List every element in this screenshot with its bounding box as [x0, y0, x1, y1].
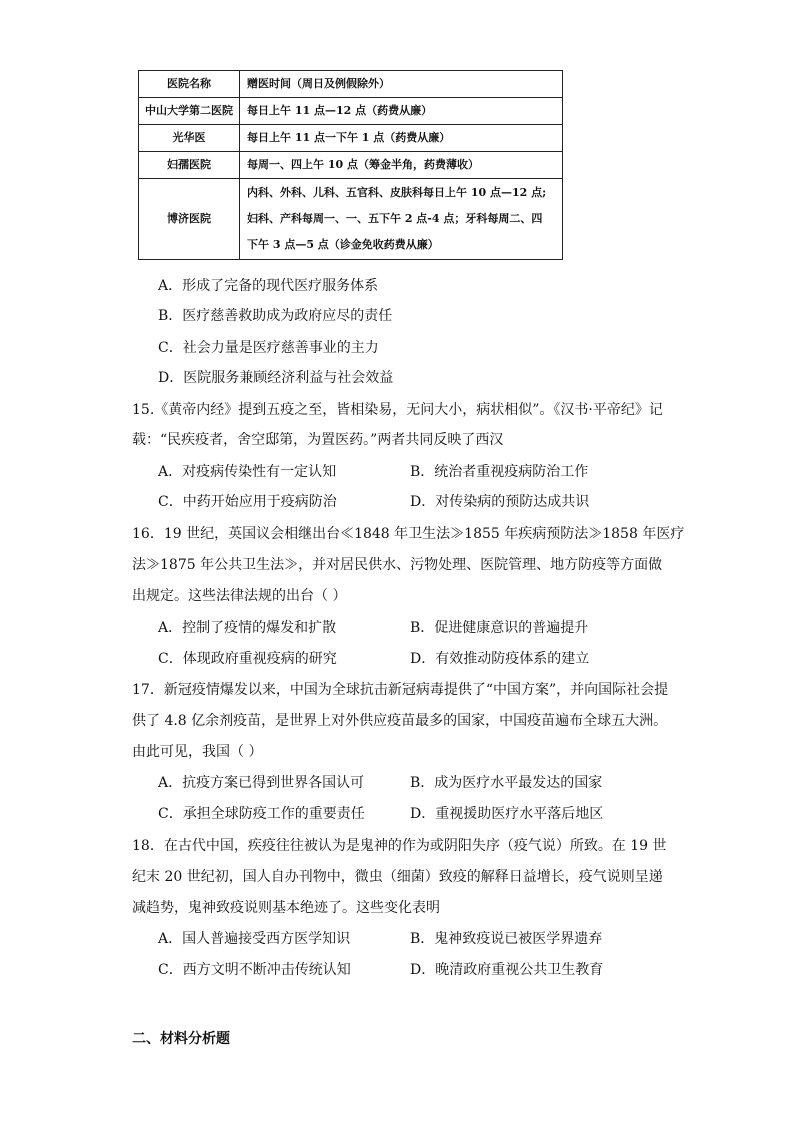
q18-stem-line: 减趋势，鬼神致疫说则基本绝迹了。这些变化表明 — [132, 900, 440, 916]
q16-stem-line: 出规定。这些法律法规的出台（ ） — [132, 588, 347, 604]
table-row — [139, 152, 563, 179]
q18-stem-line: 18．在古代中国，疾疫往往被认为是鬼神的作为或阴阳失序（疫气说）所致。在 19 世 — [132, 838, 667, 854]
hospital-name: 博济医院 — [139, 179, 240, 260]
schedule-line: 下午 3 点—5 点（诊金免收药费从廉） — [247, 238, 439, 251]
q17-stem-line: 由此可见，我国（ ） — [132, 744, 263, 760]
q16-option-a: A．控制了疫情的爆发和扩散 — [158, 620, 337, 636]
schedule-line: 内科、外科、儿科、五官科、皮肤科每日上午 10 点—12 点; — [247, 186, 547, 199]
q18-option-a: A．国人普遍接受西方医学知识 — [158, 931, 351, 947]
q16-option-d: D．有效推动防疫体系的建立 — [410, 651, 590, 667]
q17-option-d: D．重视援助医疗水平落后地区 — [410, 806, 604, 822]
q17-option-c: C．承担全球防疫工作的重要责任 — [158, 806, 365, 822]
q17-option-b: B．成为医疗水平最发达的国家 — [410, 775, 603, 791]
hospital-schedule: 每日上午 11 点—12 点（药费从廉） — [240, 98, 563, 125]
q18-option-b: B．鬼神致疫说已被医学界遗弃 — [410, 931, 603, 947]
q15-option-c: C．中药开始应用于疫病防治 — [158, 494, 337, 510]
q14-option-a: A．形成了完备的现代医疗服务体系 — [158, 278, 379, 294]
q15-option-a: A．对疫病传染性有一定认知 — [158, 464, 337, 480]
table-header-cell: 赠医时间（周日及例假除外） — [240, 71, 563, 98]
hospital-schedule — [240, 179, 563, 260]
q15-stem-line: 15.《黄帝内经》提到五疫之至，皆相染易，无问大小，病状相似”。《汉书·平帝纪》记 — [132, 402, 663, 418]
table-row — [139, 125, 563, 152]
q17-stem-line: 17．新冠疫情爆发以来，中国为全球抗击新冠病毒提供了“中国方案”，并向国际社会提 — [132, 682, 669, 698]
q17-stem-line: 供了 4.8 亿余剂疫苗，是世界上对外供应疫苗最多的国家，中国疫苗遍布全球五大洲。 — [132, 713, 668, 729]
table-header-row — [139, 71, 563, 98]
section-heading: 二、材料分析题 — [132, 1031, 230, 1047]
hospital-name: 光华医 — [139, 125, 240, 152]
q16-option-c: C．体现政府重视疫病的研究 — [158, 651, 337, 667]
table-row — [139, 179, 563, 260]
q15-option-b: B．统治者重视疫病防治工作 — [410, 464, 589, 480]
hospital-schedule: 每周一、四上午 10 点（筹金半角，药费薄收） — [240, 152, 563, 179]
q18-option-d: D．晚清政府重视公共卫生教育 — [410, 962, 604, 978]
hospital-name: 中山大学第二医院 — [139, 98, 240, 125]
q16-stem-line: 16．19 世纪，英国议会相继出台≪1848 年卫生法≫1855 年疾病预防法≫1858 年医疗 — [132, 526, 685, 542]
table-header-cell: 医院名称 — [139, 71, 240, 98]
q18-stem-line: 纪末 20 世纪初，国人自办刊物中，微虫（细菌）致疫的解释日益增长，疫气说则呈递 — [132, 869, 663, 885]
q15-option-d: D．对传染病的预防达成共识 — [410, 494, 590, 510]
q15-stem-line: 载：“民疾疫者，舍空邸第，为置医药。”两者共同反映了西汉 — [132, 432, 504, 448]
table-row — [139, 98, 563, 125]
q14-option-b: B．医疗慈善救助成为政府应尽的责任 — [158, 308, 393, 324]
q18-option-c: C．西方文明不断冲击传统认知 — [158, 962, 351, 978]
hospital-table — [138, 70, 563, 260]
schedule-line: 妇科、产科每周一、一、五下午 2 点-4 点；牙科每周二、四 — [247, 212, 543, 225]
hospital-schedule: 每日上午 11 点一下午 1 点（药费从廉） — [240, 125, 563, 152]
q16-stem-line: 法≫1875 年公共卫生法≫，并对居民供水、污物处理、医院管理、地方防疫等方面做 — [132, 557, 663, 573]
hospital-name: 妇孺医院 — [139, 152, 240, 179]
q14-option-d: D．医院服务兼顾经济利益与社会效益 — [158, 370, 394, 386]
q16-option-b: B．促进健康意识的普遍提升 — [410, 620, 589, 636]
q17-option-a: A．抗疫方案已得到世界各国认可 — [158, 775, 365, 791]
q14-option-c: C．社会力量是医疗慈善事业的主力 — [158, 340, 379, 356]
